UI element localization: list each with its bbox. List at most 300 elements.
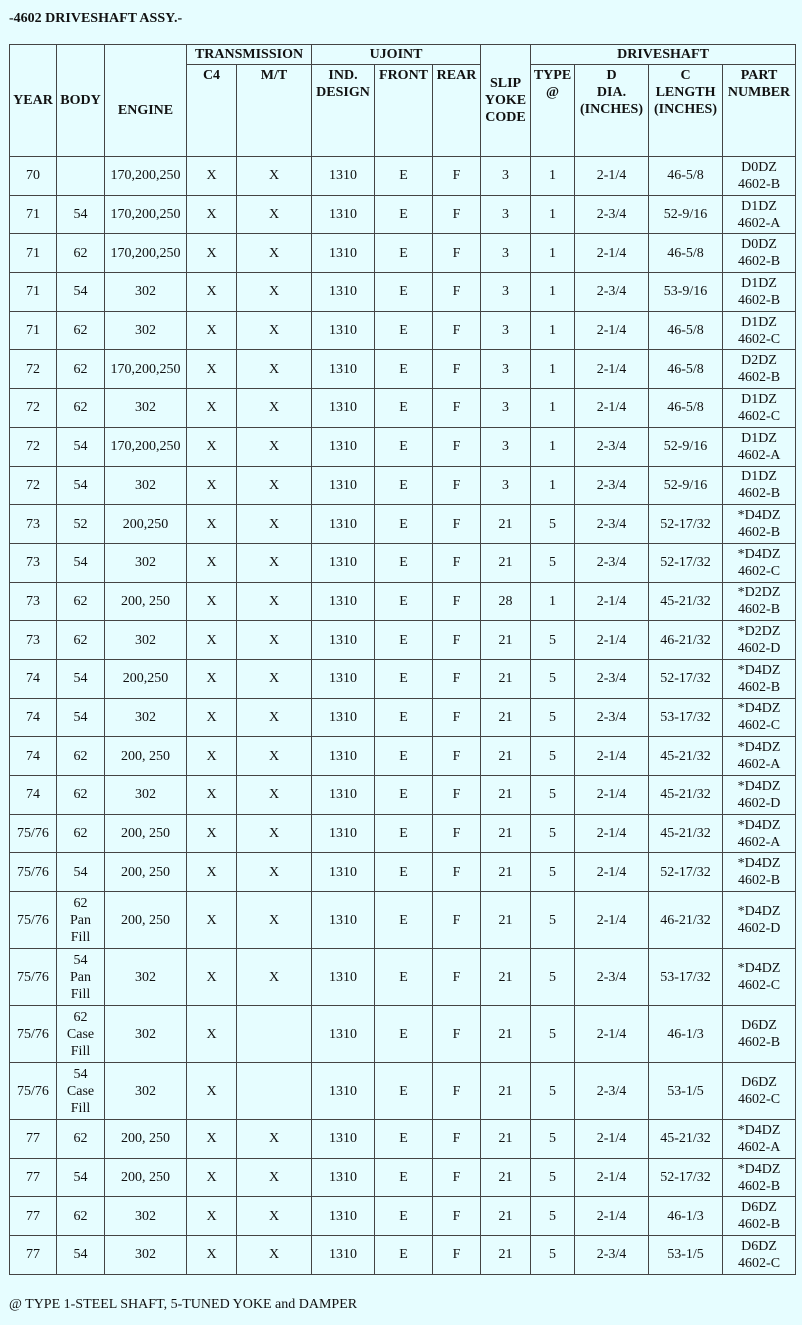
cell-part-line: D6DZ [741,1200,777,1216]
cell-ind: 1310 [312,1063,375,1120]
cell-front: E [375,350,433,389]
cell-slip: 21 [481,698,531,737]
cell-part-line: 4602-A [737,1139,781,1155]
table-row [10,1120,796,1159]
cell-dia: 2-1/4 [575,1006,649,1063]
cell-type: 5 [531,949,575,1006]
cell-mt: X [237,466,312,505]
cell-body-line: Case [66,1083,95,1099]
cell-year: 74 [10,776,57,815]
cell-c4: X [187,195,237,234]
cell-body-line: Fill [70,1100,91,1116]
cell-part-line: *D4DZ [737,740,781,756]
cell-engine: 302 [105,273,187,312]
cell-dia: 2-3/4 [575,273,649,312]
cell-slip: 3 [481,350,531,389]
cell-body: 62 [57,350,105,389]
cell-slip: 3 [481,427,531,466]
cell-rear: F [433,505,481,544]
cell-part-line: 4602-C [738,331,781,347]
header-ujoint: UJOINT [312,45,481,65]
cell-year: 73 [10,543,57,582]
cell-dia: 2-1/4 [575,776,649,815]
cell-part-line: *D4DZ [737,778,781,794]
cell-dia: 2-3/4 [575,427,649,466]
cell-front: E [375,582,433,621]
table-row [10,1158,796,1197]
driveshaft-table [9,44,796,1275]
cell-part-number [723,1006,796,1063]
table-row [10,1006,796,1063]
cell-dia: 2-1/4 [575,582,649,621]
cell-c4: X [187,389,237,428]
cell-mt: X [237,350,312,389]
cell-ind: 1310 [312,949,375,1006]
table-row [10,311,796,350]
cell-ind: 1310 [312,466,375,505]
cell-type: 1 [531,427,575,466]
cell-rear: F [433,1063,481,1120]
cell-ind: 1310 [312,776,375,815]
cell-c4: X [187,1158,237,1197]
cell-len: 52-17/32 [649,659,723,698]
header-type-line1: TYPE [533,68,572,83]
header-body: BODY [57,45,105,157]
cell-front: E [375,853,433,892]
cell-engine: 200, 250 [105,814,187,853]
cell-front: E [375,427,433,466]
cell-part-line: 4602-C [738,718,781,734]
cell-ind: 1310 [312,427,375,466]
cell-rear: F [433,273,481,312]
cell-ind: 1310 [312,814,375,853]
cell-part-line: *D2DZ [737,585,781,601]
cell-ind: 1310 [312,737,375,776]
cell-engine: 302 [105,543,187,582]
table-row [10,195,796,234]
cell-body: 62 [57,582,105,621]
cell-part-line: 4602-B [738,254,781,270]
cell-ind: 1310 [312,195,375,234]
cell-len: 53-1/5 [649,1063,723,1120]
cell-front: E [375,737,433,776]
cell-type: 5 [531,814,575,853]
cell-year: 75/76 [10,949,57,1006]
cell-part-line: 4602-D [737,921,781,937]
cell-body: 54 [57,195,105,234]
header-front: FRONT [375,65,433,157]
cell-rear: F [433,776,481,815]
cell-type: 5 [531,737,575,776]
cell-body: 54 [57,1158,105,1197]
cell-engine: 302 [105,698,187,737]
cell-rear: F [433,427,481,466]
cell-front: E [375,273,433,312]
cell-part-line: D1DZ [741,391,777,407]
cell-mt [237,1006,312,1063]
cell-part-line: *D4DZ [737,961,781,977]
cell-year: 77 [10,1120,57,1159]
cell-part-line: *D2DZ [737,624,781,640]
cell-mt: X [237,659,312,698]
table-row [10,776,796,815]
cell-part-number [723,466,796,505]
cell-engine: 200, 250 [105,892,187,949]
cell-part-number [723,350,796,389]
cell-mt: X [237,311,312,350]
cell-len: 52-17/32 [649,543,723,582]
cell-dia: 2-1/4 [575,311,649,350]
cell-len: 53-17/32 [649,698,723,737]
cell-engine: 200,250 [105,505,187,544]
cell-ind: 1310 [312,659,375,698]
cell-part-number [723,427,796,466]
cell-body: 62 [57,776,105,815]
cell-body-line: Case [66,1026,95,1042]
cell-slip: 28 [481,582,531,621]
cell-engine: 302 [105,389,187,428]
cell-ind: 1310 [312,892,375,949]
cell-slip: 21 [481,949,531,1006]
cell-len: 53-9/16 [649,273,723,312]
cell-front: E [375,1006,433,1063]
cell-body-line: 62 [73,1009,88,1025]
table-row [10,1197,796,1236]
cell-part-line: D1DZ [741,469,777,485]
cell-part-line: 4602-B [738,873,781,889]
cell-slip: 21 [481,776,531,815]
cell-part-number [723,582,796,621]
cell-ind: 1310 [312,621,375,660]
cell-ind: 1310 [312,543,375,582]
cell-front: E [375,543,433,582]
cell-ind: 1310 [312,853,375,892]
cell-mt: X [237,892,312,949]
cell-c4: X [187,273,237,312]
cell-rear: F [433,157,481,196]
cell-c4: X [187,311,237,350]
cell-part-number [723,1063,796,1120]
cell-engine: 200,250 [105,659,187,698]
cell-front: E [375,621,433,660]
cell-front: E [375,466,433,505]
cell-front: E [375,195,433,234]
header-c4: C4 [187,65,237,157]
cell-year: 71 [10,311,57,350]
cell-part-line: D1DZ [741,275,777,291]
cell-front: E [375,234,433,273]
cell-part-line: 4602-B [738,679,781,695]
cell-mt: X [237,582,312,621]
cell-len: 45-21/32 [649,737,723,776]
cell-body: 54 [57,1236,105,1275]
cell-body-line: 54 [73,1066,88,1082]
cell-part-line: D6DZ [741,1018,777,1034]
cell-slip: 3 [481,273,531,312]
cell-engine: 200, 250 [105,582,187,621]
cell-body: 52 [57,505,105,544]
cell-engine: 302 [105,776,187,815]
cell-len: 52-17/32 [649,505,723,544]
header-mt: M/T [237,65,312,157]
cell-front: E [375,1236,433,1275]
cell-mt: X [237,389,312,428]
cell-body: 62 [57,1197,105,1236]
cell-body-line: Pan [70,912,91,928]
cell-part-line: D0DZ [741,159,777,175]
table-row [10,427,796,466]
cell-rear: F [433,543,481,582]
cell-part-line: D1DZ [741,314,777,330]
cell-part-line: 4602-C [738,408,781,424]
cell-front: E [375,389,433,428]
cell-slip: 21 [481,543,531,582]
cell-body: 62 [57,1120,105,1159]
cell-ind: 1310 [312,1006,375,1063]
cell-len: 45-21/32 [649,776,723,815]
cell-mt: X [237,1158,312,1197]
table-row [10,892,796,949]
cell-part-line: 4602-B [738,1178,781,1194]
cell-body-line: Fill [70,929,91,945]
header-len-line3: (INCHES) [654,102,718,117]
cell-slip: 21 [481,1197,531,1236]
cell-body [57,949,105,1006]
cell-body: 62 [57,311,105,350]
cell-len: 52-9/16 [649,466,723,505]
cell-body: 62 [57,737,105,776]
cell-type: 5 [531,1120,575,1159]
cell-c4: X [187,737,237,776]
cell-mt: X [237,1236,312,1275]
cell-len: 46-21/32 [649,892,723,949]
cell-year: 70 [10,157,57,196]
cell-mt: X [237,505,312,544]
cell-len: 46-5/8 [649,350,723,389]
table-row [10,389,796,428]
cell-body-line: Pan [70,969,91,985]
cell-rear: F [433,621,481,660]
cell-slip: 21 [481,1006,531,1063]
cell-c4: X [187,1197,237,1236]
cell-c4: X [187,853,237,892]
cell-c4: X [187,505,237,544]
cell-body: 54 [57,698,105,737]
cell-year: 75/76 [10,1063,57,1120]
header-type [531,65,575,157]
cell-c4: X [187,1236,237,1275]
cell-body-line: 62 [73,895,88,911]
cell-mt: X [237,737,312,776]
cell-slip: 3 [481,195,531,234]
cell-part-line: D6DZ [741,1075,777,1091]
cell-part-number [723,853,796,892]
cell-dia: 2-1/4 [575,234,649,273]
header-ind-line1: IND. [328,68,358,83]
cell-ind: 1310 [312,1197,375,1236]
cell-rear: F [433,234,481,273]
cell-engine: 302 [105,1006,187,1063]
cell-c4: X [187,698,237,737]
cell-dia: 2-3/4 [575,659,649,698]
cell-type: 5 [531,621,575,660]
table-row [10,273,796,312]
cell-part-number [723,892,796,949]
cell-part-number [723,737,796,776]
cell-len: 45-21/32 [649,582,723,621]
cell-rear: F [433,582,481,621]
cell-year: 77 [10,1197,57,1236]
cell-ind: 1310 [312,157,375,196]
cell-body: 54 [57,273,105,312]
cell-engine: 302 [105,949,187,1006]
cell-part-number [723,1120,796,1159]
cell-body: 54 [57,466,105,505]
cell-dia: 2-1/4 [575,1197,649,1236]
cell-type: 1 [531,466,575,505]
footnote: @ TYPE 1-STEEL SHAFT, 5-TUNED YOKE and DAMPER [9,1297,358,1312]
cell-year: 75/76 [10,814,57,853]
cell-body-line: 54 [73,952,88,968]
cell-year: 75/76 [10,892,57,949]
cell-dia: 2-1/4 [575,737,649,776]
cell-rear: F [433,814,481,853]
table-row [10,698,796,737]
table-row [10,234,796,273]
cell-len: 46-21/32 [649,621,723,660]
cell-type: 5 [531,659,575,698]
cell-engine: 302 [105,1197,187,1236]
cell-part-number [723,543,796,582]
cell-dia: 2-3/4 [575,949,649,1006]
cell-part-line: *D4DZ [737,904,781,920]
cell-type: 5 [531,505,575,544]
cell-rear: F [433,1120,481,1159]
cell-dia: 2-3/4 [575,543,649,582]
cell-part-line: *D4DZ [737,546,781,562]
cell-year: 74 [10,698,57,737]
cell-slip: 21 [481,737,531,776]
cell-part-line: 4602-C [738,1092,781,1108]
cell-mt: X [237,273,312,312]
cell-rear: F [433,311,481,350]
cell-year: 73 [10,621,57,660]
cell-year: 77 [10,1236,57,1275]
cell-dia: 2-3/4 [575,505,649,544]
cell-type: 5 [531,853,575,892]
cell-part-number [723,389,796,428]
header-slip-line2: YOKE [484,93,527,108]
cell-mt: X [237,234,312,273]
cell-part-line: D0DZ [741,237,777,253]
cell-mt: X [237,1120,312,1159]
cell-part-line: 4602-A [737,757,781,773]
cell-part-line: *D4DZ [737,1161,781,1177]
cell-year: 74 [10,737,57,776]
cell-slip: 3 [481,389,531,428]
cell-engine: 170,200,250 [105,195,187,234]
table-row [10,505,796,544]
cell-year: 73 [10,582,57,621]
cell-len: 46-1/3 [649,1197,723,1236]
cell-part-line: 4602-D [737,795,781,811]
cell-rear: F [433,1158,481,1197]
cell-body: 62 [57,621,105,660]
cell-engine: 302 [105,1063,187,1120]
cell-c4: X [187,543,237,582]
cell-rear: F [433,737,481,776]
cell-part-line: 4602-B [738,1035,781,1051]
cell-engine: 170,200,250 [105,350,187,389]
cell-part-line: 4602-A [737,834,781,850]
header-year: YEAR [10,45,57,157]
cell-len: 52-9/16 [649,195,723,234]
table-row [10,853,796,892]
cell-dia: 2-1/4 [575,350,649,389]
cell-rear: F [433,389,481,428]
cell-body: 54 [57,543,105,582]
cell-c4: X [187,776,237,815]
cell-part-number [723,698,796,737]
cell-ind: 1310 [312,582,375,621]
cell-rear: F [433,195,481,234]
cell-type: 5 [531,892,575,949]
cell-body: 62 [57,234,105,273]
table-row [10,949,796,1006]
cell-c4: X [187,892,237,949]
cell-year: 75/76 [10,853,57,892]
cell-front: E [375,814,433,853]
cell-type: 1 [531,273,575,312]
cell-dia: 2-1/4 [575,853,649,892]
cell-body: 54 [57,853,105,892]
cell-c4: X [187,1006,237,1063]
header-transmission: TRANSMISSION [187,45,312,65]
cell-slip: 21 [481,892,531,949]
cell-rear: F [433,1197,481,1236]
cell-mt: X [237,776,312,815]
cell-part-line: 4602-B [738,602,781,618]
cell-front: E [375,157,433,196]
cell-mt: X [237,698,312,737]
cell-mt: X [237,195,312,234]
cell-dia: 2-1/4 [575,1158,649,1197]
cell-len: 46-5/8 [649,311,723,350]
cell-part-line: 4602-B [738,292,781,308]
cell-front: E [375,892,433,949]
cell-part-number [723,949,796,1006]
table-row [10,350,796,389]
cell-ind: 1310 [312,505,375,544]
header-part-line2: NUMBER [727,85,791,100]
cell-len: 46-5/8 [649,234,723,273]
cell-type: 1 [531,582,575,621]
cell-body [57,1006,105,1063]
header-dia-line3: (INCHES) [580,102,644,117]
cell-rear: F [433,949,481,1006]
cell-body: 62 [57,389,105,428]
cell-front: E [375,505,433,544]
cell-year: 71 [10,273,57,312]
cell-type: 1 [531,311,575,350]
cell-slip: 21 [481,1236,531,1275]
cell-type: 5 [531,1006,575,1063]
cell-part-line: D2DZ [741,353,777,369]
cell-slip: 21 [481,1063,531,1120]
cell-ind: 1310 [312,698,375,737]
cell-rear: F [433,466,481,505]
table-row [10,582,796,621]
